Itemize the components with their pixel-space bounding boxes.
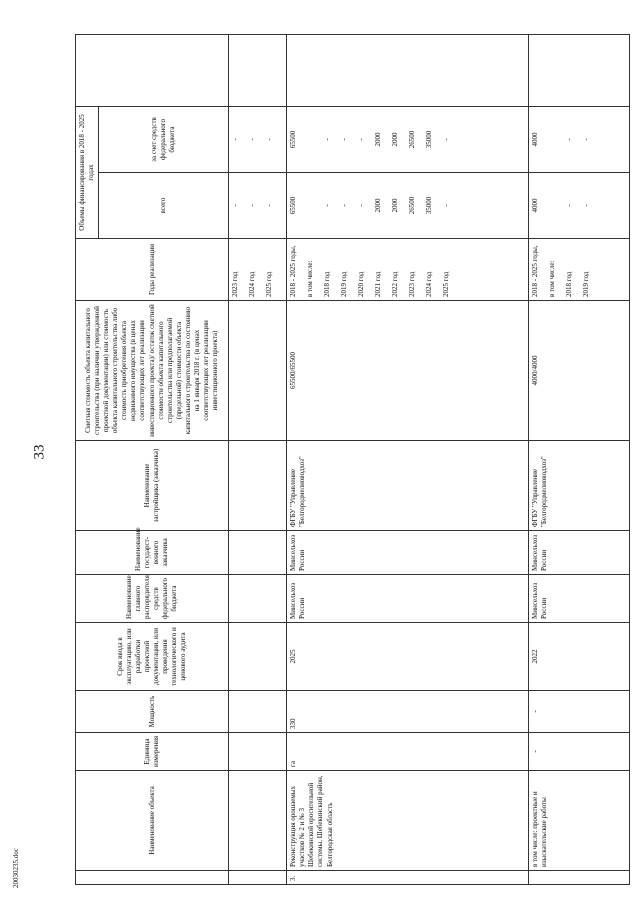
table-row [287,35,529,885]
years-cell: 2018 - 2025 годы, в том числе: 2018 год 2019 год [529,239,630,301]
developer-cell: ФГБУ "Управление "Белгородмелиоводхоз" [529,441,630,531]
developer-cell: ФГБУ "Управление "Белгородмелиоводхоз" [287,441,529,531]
rotated-table-wrapper [75,35,630,885]
header-chief-manager: Наименование главного распорядителя средств федерального бюджета [76,575,229,623]
header-estimate: Сметная стоимость объекта капитального строительства (при наличии утвержденной проектной документации) или стоимость объекта капитального строительства либо стоимость приобретения объекта недвижимого имущества (в ценах соответствующих лет реализации инвестиционного проекта)/ остаток сметной стоимости объекта капитального строительства или предполагаемой (предельной) стоимости объекта капитального строительства по состоянию на 1 января 2018 г. (в ценах соответствующих лет реализации инвестиционного проекта) [76,301,229,441]
page-number: 33 [31,444,48,460]
estimate-cell: 4000/4000 [529,301,630,441]
header-name: Наименование объекта [76,771,229,871]
chief-manager-cell: Минсельхоз России [287,575,529,623]
federal-cell: 65500 - - - 2000 2000 26500 35000 - [287,107,529,173]
capacity-cell: 330 [287,691,529,733]
table-row [229,35,287,885]
unit-cell: - [529,733,630,771]
header-customer: Наименование государст-венного заказчика [76,531,229,575]
estimate-cell: 65500/65500 [287,301,529,441]
federal-cell: 4000 - - [529,107,630,173]
header-federal: за счет средств федерального бюджета [99,107,229,173]
header-num [76,871,229,885]
footer-code: 20030235.doc [12,848,20,888]
unit-cell: га [287,733,529,771]
chief-manager-cell: Минсельхоз России [529,575,630,623]
customer-cell: Минсельхоз России [529,531,630,575]
header-capacity: Мощность [76,691,229,733]
object-name: в том числе: проектные и изыскательские работы [529,771,630,871]
header-row-top [76,35,99,885]
header-unit: Единица измерения [76,733,229,771]
years-cell: 2023 год 2024 год 2025 год [229,239,287,301]
row-number: 3. [287,871,529,885]
customer-cell: Минсельхоз России [287,531,529,575]
total-cell: - - - [229,173,287,239]
investment-projects-table [75,34,630,885]
total-cell: 4000 - - [529,173,630,239]
header-funding: Объемы финансирования в 2018 - 2025 годах [76,107,99,239]
capacity-cell: - [529,691,630,733]
header-total: всего [99,173,229,239]
table-row [529,35,630,885]
header-deadline: Срок ввода в эксплуатацию, или разработки проектной документации, или проведения технологического и ценового аудита [76,623,229,691]
federal-cell: - - - [229,107,287,173]
deadline-cell: 2025 [287,623,529,691]
total-cell: 65500 - - - 2000 2000 26500 35000 - [287,173,529,239]
object-name: Реконструкция орошаемых участков № 2 и № 3 Шебекинской оросительной системы, Шебекинский район, Белгородская область [287,771,529,871]
header-blank [76,35,229,107]
deadline-cell: 2022 [529,623,630,691]
header-years: Годы реализации [76,239,229,301]
header-developer: Наименование застройщика (заказчика) [76,441,229,531]
years-cell: 2018 - 2025 годы, в том числе: 2018 год 2019 год 2020 год 2021 год 2022 год 2023 год 2024 год 2025 год [287,239,529,301]
